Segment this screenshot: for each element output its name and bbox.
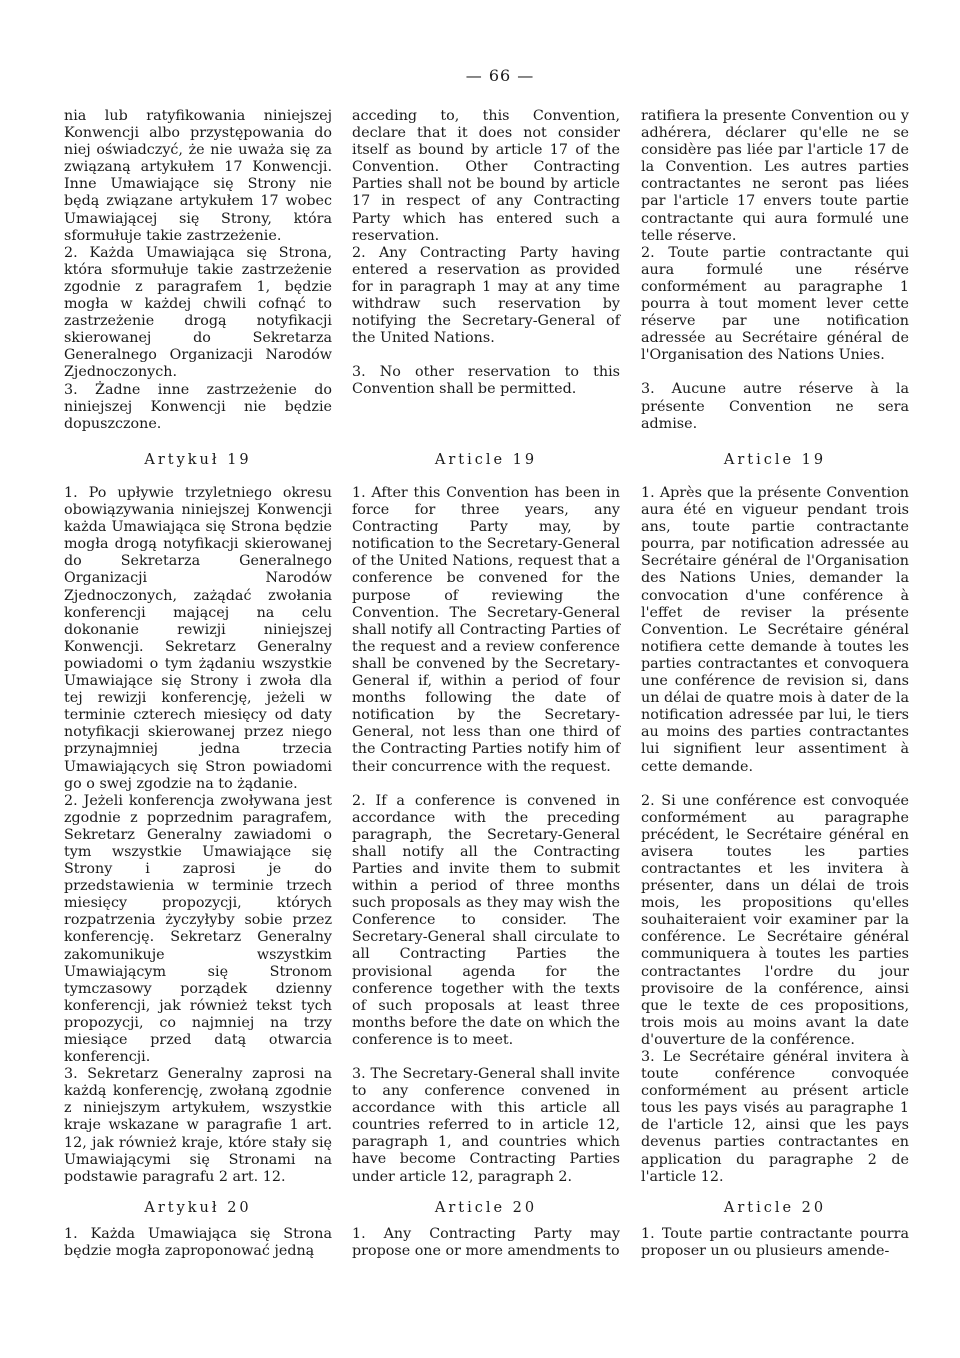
polish-article-19-paragraph-2: 2. Jeżeli konferencja zwoływana jest zgodnie z poprzednim paragrafem, Sekretarz Generalny zawiadomi o tym wszystkie Umawiające się Strony i zaprosi je do przedstawienia w terminie trzech miesięcy propozycji, których rozpatrzenia życzyłyby sobie przez konferencję. Sekretarz Generalny zakomunikuje wszystkim Umawiającym się Stronom tymczasowy porządek dzienny konferencji, jak również tekst tych propozycji, co najmniej na trzy miesiące przed datą otwarcia konferencji. [64,792,332,1066]
polish-article-19-heading: Artykuł 19 [144,452,252,468]
french-article-19-heading: Article 19 [723,452,827,468]
english-article-19-heading: Article 19 [434,452,538,468]
french-article-20-heading: Article 20 [723,1200,827,1216]
english-article-20-paragraph-1: 1. Any Contracting Party may propose one or more amendments to [352,1226,620,1260]
english-intro-paragraph-1: acceding to, this Convention, declare that it does not consider itself as bound by article 17 of the Convention. Other Contracting Parties shall not be bound by article 17 in respect of any Contracting Party which has entered such a reservation. [352,108,620,244]
polish-article-20 [64,1226,332,1260]
french-article-19-paragraph-1: 1. Après que la présente Convention aura été en vigueur pendant trois ans, toute partie contractante pourra, par notification adressée au Secrétaire général de l'Organisation des Nations Unies, demander la convocation d'une conférence à l'effet de reviser la présente Convention. Le Secrétaire général notifiera cette demande à toutes les parties contractantes et convoquera une conférence de revision si, dans un délai de quatre mois à dater de la notification adressée par lui, le tiers au moins des parties contractantes lui signifient leur assentiment à cette demande. [641,485,909,775]
english-intro-paragraph-3: 3. No other reservation to this Convention shall be permitted. [352,364,620,398]
english-article-19-paragraph-3: 3. The Secretary-General shall invite to any conference convened in accordance with this article all countries referred to in article 12, paragraph 1, and countries which have become Contracting Parties under article 12, paragraph 2. [352,1066,620,1185]
english-article-20-heading: Article 20 [434,1200,538,1216]
polish-intro [64,108,332,433]
french-article-19 [641,485,909,1186]
english-article-20 [352,1226,620,1260]
french-intro [641,108,909,433]
polish-article-19-paragraph-3: 3. Sekretarz Generalny zaprosi na każdą konferencję, zwołaną zgodnie z niniejszym artykułem, wszystkie kraje wskazane w paragrafie 1 art. 12, jak również kraje, które stały się Umawiającymi się Stronami na podstawie paragrafu 2 art. 12. [64,1066,332,1185]
polish-article-19-paragraph-1: 1. Po upływie trzyletniego okresu obowiązywania niniejszej Konwencji każda Umawiająca się Strona będzie mogła drogą notyfikacji skierowanej do Sekretarza Generalnego Organizacji Narodów Zjednoczonych, zażądać zwołania konferencji mającej na celu dokonanie rewizji niniejszej Konwencji. Sekretarz Generalny powiadomi o tym żądaniu wszystkie Umawiające się Strony i zwoła dla tej rewizji konferencję, jeżeli w terminie czterech miesięcy od daty notyfikacji skierowanej przez niego przynajmniej jedna trzecia Umawiających się Stron powiadomi go o swej zgodzie na to żądanie. [64,485,332,792]
page-number: — 66 — [465,66,535,85]
french-intro-paragraph-3: 3. Aucune autre réserve à la présente Convention ne sera admise. [641,381,909,432]
french-article-19-paragraph-3: 3. Le Secrétaire général invitera à toute conférence convoquée conformément au présent article tous les pays visés au paragraphe 1 de l'article 12, ainsi que les pays devenus parties contractantes en application du paragraphe 2 de l'article 12. [641,1049,909,1185]
french-article-20-paragraph-1: 1. Toute partie contractante pourra proposer un ou plusieurs amende- [641,1226,909,1260]
english-intro [352,108,620,399]
french-article-20 [641,1226,909,1260]
english-intro-paragraph-2: 2. Any Contracting Party having entered a reservation as provided for in paragraph 1 may at any time withdraw such reservation by notifying the Secretary-General of the United Nations. [352,244,620,347]
polish-intro-paragraph-2: 2. Każda Umawiająca się Strona, która sformułuje takie zastrzeżenie zgodnie z paragrafem 1, będzie mogła w każdej chwili cofnąć to zastrzeżenie drogą notyfikacji skierowanej do Sekretarza Generalnego Organizacji Narodów Zjednoczonych. [64,244,332,381]
english-article-19-paragraph-2: 2. If a conference is convened in accordance with the preceding paragraph, the Secretary-General shall notify all the Contracting Parties and invite them to submit within a period of three months such proposals as they may wish the Conference to consider. The Secretary-General shall circulate to all Contracting Parties the provisional agenda for the conference together with the texts of such proposals at least three months before the date on which the conference is to meet. [352,792,620,1048]
french-intro-paragraph-1: ratifiera la presente Convention ou y adhérera, déclarer qu'elle ne se considère pas liée par l'article 17 de la Convention. Les autres parties contractantes ne seront pas liées par l'article 17 envers toute partie contractante qui aura formulé une telle réserve. [641,108,909,244]
polish-article-19 [64,485,332,1186]
french-intro-paragraph-2: 2. Toute partie contractante qui aura formulé une résérve conformément au paragraphe 1 pourra à tout moment lever cette réserve par une notification adressée au Secrétaire général de l'Organisation des Nations Unies. [641,244,909,364]
french-article-19-paragraph-2: 2. Si une conférence est convoquée conformément au paragraphe précédent, le Secrétaire général en avisera toutes les parties contractantes et les invitera à présenter, dans un délai de trois mois, les propositions qu'elles souhaiteraient voir examiner par la conférence. Le Secrétaire général communiquera à toutes les parties contractantes l'ordre du jour provisoire de la conférence, ainsi que le texte de ces propositions, trois mois au moins avant la date d'ouverture de la conférence. [641,792,909,1048]
english-article-19 [352,485,620,1186]
english-article-19-paragraph-1: 1. After this Convention has been in force for three years, any Contracting Party may, by notification to the Secretary-General of the United Nations, request that a conference be convened for the purpose of reviewing the Convention. The Secretary-General shall notify all Contracting Parties of the request and a review conference shall be convened by the Secretary-General if, within a period of four months following the date of notification by the Secretary-General, not less than one third of the Contracting Parties notify him of their concurrence with the request. [352,485,620,775]
polish-article-20-heading: Artykuł 20 [144,1200,252,1216]
polish-intro-paragraph-3: 3. Żadne inne zastrzeżenie do niniejszej Konwencji nie będzie dopuszczone. [64,381,332,432]
polish-article-20-paragraph-1: 1. Każda Umawiająca się Strona będzie mogła zaproponować jedną [64,1226,332,1260]
polish-intro-paragraph-1: nia lub ratyfikowania niniejszej Konwencji albo przystępowania do niej oświadczyć, że nie uważa się za związaną artykułem 17 Konwencji. Inne Umawiające się Strony nie będą związane artykułem 17 wobec Umawiającej się Strony, która sformułuje takie zastrzeżenie. [64,108,332,244]
